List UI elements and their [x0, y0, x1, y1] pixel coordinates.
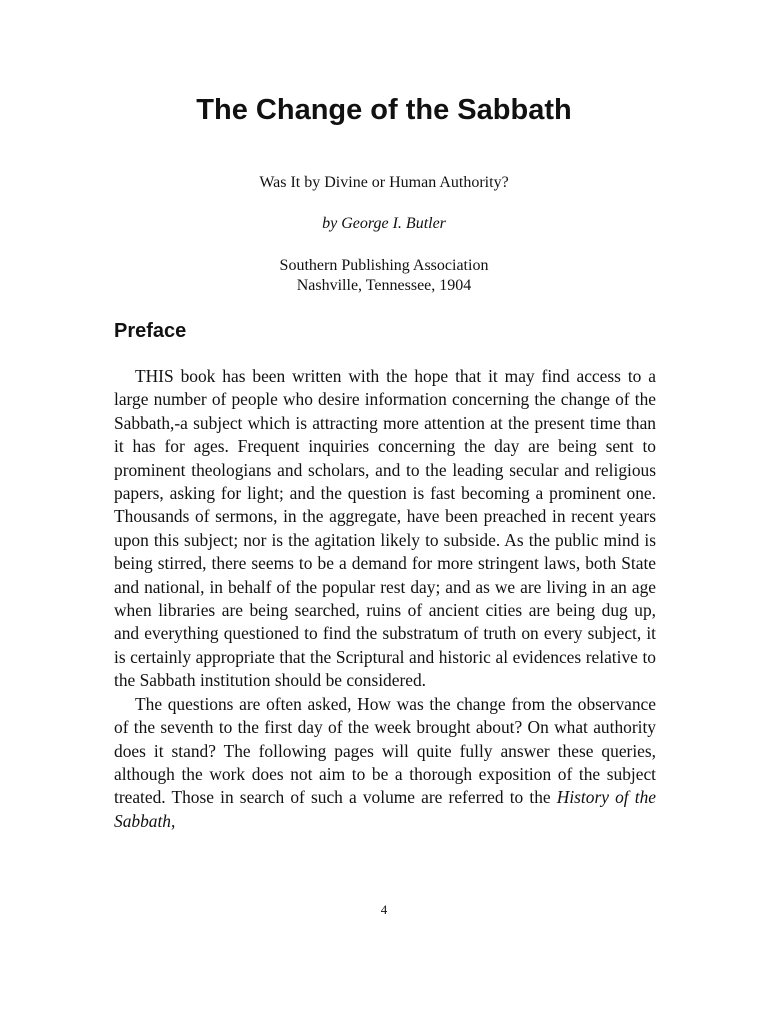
- publisher-name: Southern Publishing Association: [279, 257, 489, 274]
- paragraph: [114, 693, 656, 833]
- publisher-location: Nashville, Tennessee, 1904: [296, 277, 472, 294]
- paragraph-text: The questions are often asked, How was the change from the observance of the seventh to the first day of the week brought about? On what authority does it stand? The following pages will quite fully answer these queries, although the work does not aim to be a thorough exposition of the subject treated. Those in search of such a volume are referred to the: [114, 693, 656, 808]
- page-number: 4: [380, 902, 388, 917]
- publisher-info: [0, 256, 768, 296]
- paragraph: THIS book has been written with the hope that it may find access to a large number of people who desire information concerning the change of the Sabbath,-a subject which is attracting more attention at the present time than it has for ages. Frequent inquiries concerning the day are being sent to prominent theologians and scholars, and to the leading secular and religious papers, asking for light; and the question is fast becoming a prominent one. Thousands of sermons, in the aggregate, have been preached in recent years upon this subject; nor is the agitation likely to subside. As the public mind is being stirred, there seems to be a demand for more stringent laws, both State and national, in behalf of the popular rest day; and as we are living in an age when libraries are being searched, ruins of ancient cities are being dug up, and everything questioned to find the substratum of truth on every subject, it is certainly appropriate that the Scriptural and historic al evidences relative to the Sabbath institution should be considered.: [114, 366, 656, 691]
- author-byline: by George I. Butler: [322, 215, 446, 232]
- subtitle: Was It by Divine or Human Authority?: [259, 174, 509, 191]
- book-title-reference: History of the Sabbath,: [114, 787, 656, 831]
- body-text: [114, 365, 656, 833]
- section-heading: Preface: [114, 320, 187, 342]
- page-title: The Change of the Sabbath: [196, 94, 572, 126]
